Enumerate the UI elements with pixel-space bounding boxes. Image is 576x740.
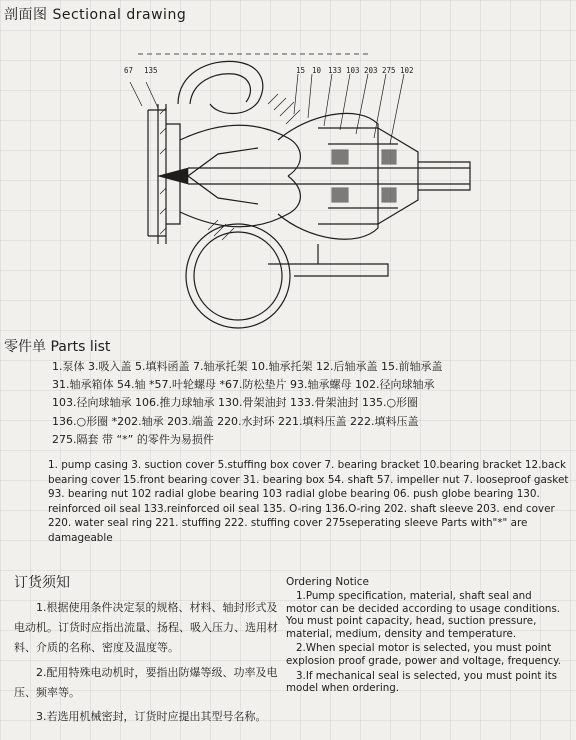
parts-list-english: 1. pump casing 3. suction cover 5.stuffing box cover 7. bearing bracket 10.bearing bracket 12.back bearing cover 15.front bearing cover 31. bearing box 54. shaft 57. impeller nut 7. looseproof gasket 93. bearing nut 102 radial globe bearing 103 radial globe bearing 06. push globe bearing 130. reinforced oil seal 133.reinforced oil seal 135. O-ring 136.O-ring 202. shaft sleeve 203. end cover 220. water seal ring 221. stuffing 222. stuffing cover 275seperating sleeve Parts with"*" are damageable: [48, 459, 569, 544]
parts-line: 1.泵体 3.吸入盖 5.填料函盖 7.轴承托架 10.轴承托架 12.后轴承盖 15.前轴承盖: [52, 360, 443, 373]
ordering-title-en: Ordering Notice: [286, 576, 369, 588]
callout-label: 275: [382, 66, 396, 75]
parts-list-chinese: [52, 358, 572, 449]
callout-label: 102: [400, 66, 414, 75]
notice-item: 1.根据使用条件决定泵的规格、材料、轴封形式及电动机。订货时应指出流量、扬程、吸入压力、选用材料、介质的名称、密度及温度等。: [14, 601, 278, 655]
notice-item: 1.Pump specification, material, shaft seal and motor can be decided according to usage conditions. You must point capacity, head, suction pressure, material, medium, density and temperature.: [286, 590, 561, 640]
parts-line: 31.轴承箱体 54.轴 *57.叶轮螺母 *67.防松垫片 93.轴承螺母 102.径向球轴承: [52, 378, 435, 392]
parts-list-title: 零件单 Parts list: [4, 339, 111, 355]
parts-line: 136.○形圈 *202.轴承 203.端盖 220.水封环 221.填料压盖 222.填料压盖: [52, 414, 419, 428]
parts-line: 275.隔套 带 “*” 的零件为易损件: [52, 432, 214, 446]
ordering-notice-en: [286, 590, 564, 697]
notice-item: 3.If mechanical seal is selected, you must point its model when ordering.: [286, 669, 557, 695]
sectional-drawing: [118, 44, 478, 332]
parts-line: 103.径向球轴承 106.推力球轴承 130.骨架油封 133.骨架油封 135.○形圈: [52, 396, 419, 410]
ordering-title-cn: 订货须知: [14, 575, 70, 591]
callout-label: 103: [346, 66, 360, 75]
notice-item: 3.若选用机械密封，订货时应提出其型号名称。: [36, 710, 267, 724]
callout-label: 67: [124, 66, 134, 75]
callout-label: 203: [364, 66, 378, 75]
callout-label: 133: [328, 66, 342, 75]
callout-label: 135: [144, 66, 158, 75]
notice-item: 2.When special motor is selected, you must point explosion proof grade, power and voltage, frequency.: [286, 642, 562, 667]
callout-label: 15: [296, 66, 306, 75]
callout-label: 10: [312, 66, 322, 75]
notice-item: 2.配用特殊电动机时，要指出防爆等级、功率及电压、频率等。: [14, 665, 278, 699]
ordering-notice-cn: [14, 598, 282, 731]
section-title: 剖面图 Sectional drawing: [4, 7, 187, 23]
